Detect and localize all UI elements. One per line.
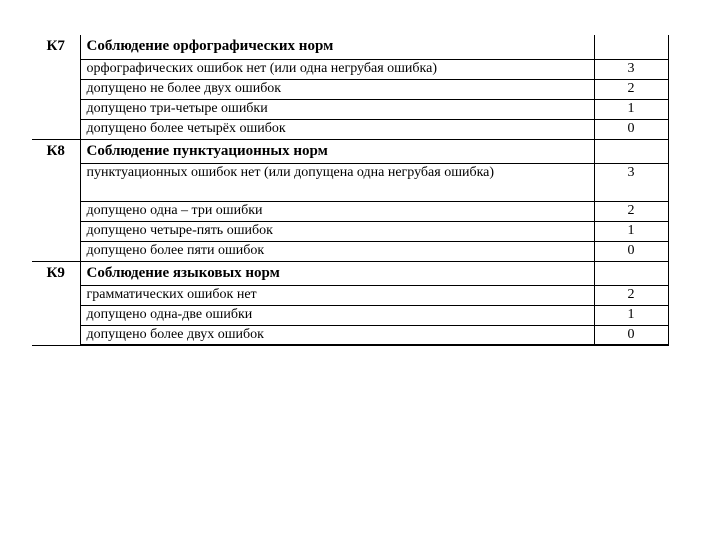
criterion-description: допущено более пяти ошибок	[80, 241, 594, 261]
criterion-score: 0	[594, 119, 668, 139]
criterion-description: допущено одна-две ошибки	[80, 305, 594, 325]
criterion-description: допущено одна – три ошибки	[80, 201, 594, 221]
criterion-title: Соблюдение пунктуационных норм	[80, 139, 594, 163]
criterion-score: 2	[594, 285, 668, 305]
criterion-title: Соблюдение языковых норм	[80, 261, 594, 285]
criterion-description: допущено три-четыре ошибки	[80, 99, 594, 119]
criterion-score: 0	[594, 241, 668, 261]
table-row	[32, 59, 668, 79]
score-cell-empty	[594, 261, 668, 285]
table-row	[32, 305, 668, 325]
table-row	[32, 285, 668, 305]
criterion-score: 1	[594, 221, 668, 241]
criterion-score: 3	[594, 163, 668, 201]
criterion-score: 2	[594, 79, 668, 99]
criterion-description: допущено более четырёх ошибок	[80, 119, 594, 139]
table-row	[32, 99, 668, 119]
criterion-description: допущено более двух ошибок	[80, 325, 594, 345]
criterion-score: 2	[594, 201, 668, 221]
criterion-score: 1	[594, 305, 668, 325]
criterion-code: К9	[32, 261, 80, 345]
criterion-score: 0	[594, 325, 668, 345]
criterion-score: 3	[594, 59, 668, 79]
table-row	[32, 325, 668, 345]
table-row	[32, 241, 668, 261]
section-header-k7	[32, 35, 668, 59]
criterion-code: К8	[32, 139, 80, 261]
criterion-score: 1	[594, 99, 668, 119]
criterion-description: допущено не более двух ошибок	[80, 79, 594, 99]
table-row	[32, 119, 668, 139]
criterion-description: допущено четыре-пять ошибок	[80, 221, 594, 241]
criterion-description: пунктуационных ошибок нет (или допущена одна негрубая ошибка)	[80, 163, 594, 201]
criterion-title: Соблюдение орфографических норм	[80, 35, 594, 59]
criteria-table	[32, 35, 669, 346]
section-header-k8	[32, 139, 668, 163]
score-cell-empty	[594, 35, 668, 59]
criterion-code: К7	[32, 35, 80, 139]
table-row	[32, 201, 668, 221]
section-header-k9	[32, 261, 668, 285]
table-row	[32, 221, 668, 241]
table-row	[32, 163, 668, 201]
score-cell-empty	[594, 139, 668, 163]
table-row	[32, 79, 668, 99]
criterion-description: орфографических ошибок нет (или одна негрубая ошибка)	[80, 59, 594, 79]
criterion-description: грамматических ошибок нет	[80, 285, 594, 305]
